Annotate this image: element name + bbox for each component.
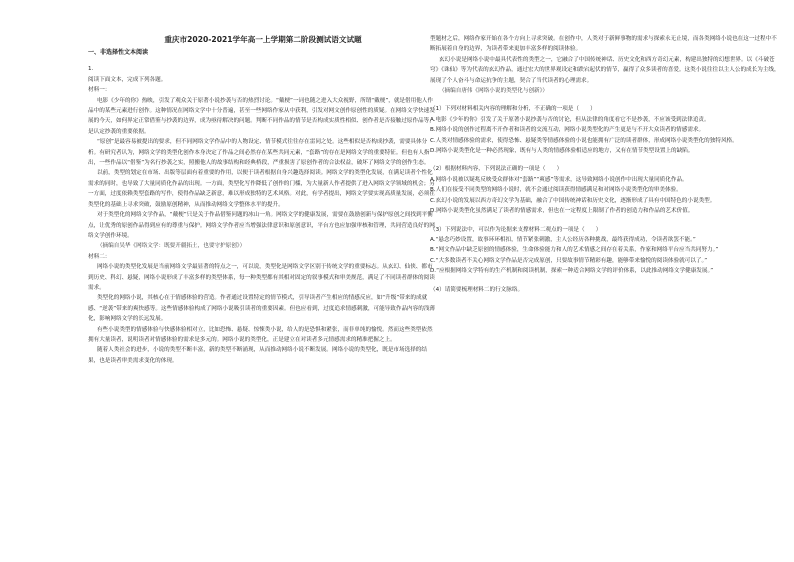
question-1-option-b: B.网络小说的创作过程离不开作者和读者的交流互动，网络小说类型化的产生更是与不开大众读者的情感需求。	[430, 127, 705, 134]
material1-source: （摘编自吴华《网络文学：既要开疆拓土，也要守护原创》）	[96, 243, 246, 250]
question-3: （3）下列说法中，可以作为论据来支撑材料二观点的一项是（ ）	[430, 226, 602, 233]
instruction-text: 阅读下面文本，完成下列各题。	[88, 76, 167, 83]
question-3-option-c: C.“大多数读者不关心网络文学作品是否完成原创，只要故事情节精彩有趣，能够带来愉悦的阅读体验就可以了。”	[430, 257, 708, 264]
material2-paragraph-3: 有些小说类型的情感体验与快感体验相对立，比如恐怖、悬疑、惊悚类小说，给人的是恐惧和紧张，而非单纯的愉悦。然而这些类型依然拥有大量读者，说明读者对情感体验的需求是多元的。网络小说的类型化，正是建立在对读者多元情感需求的精准把握之上。	[88, 326, 433, 343]
material1-paragraph-1: 电影《少年的你》热映，引发了观众关于原著小说抄袭与否的热烈讨论。“戴梗”一词也随之进入大众视野，所谓“戴梗”，就是借用他人作品中的某些元素进行创作。这种情况在网络文学中十分普遍，甚至一些网络作家从中获利，引发对网文创作原创性的质疑。在网络文学快速发展的今天，如何界定正常借鉴与抄袭的边界，成为亟待解决的问题。判断不同作品的情节是否构成实质性相似、创作者是否接触过原作品等，是认定抄袭的重要依据。	[88, 97, 435, 135]
question-1-option-a: A.电影《少年的你》引发了关于原著小说抄袭与否的讨论，但从法律的角度看它不是抄袭，不应该受到法律追责。	[430, 116, 710, 123]
left-column	[88, 34, 438, 366]
question-number: 1.	[88, 66, 94, 73]
question-2-option-d: D.网络小说类型化虽然满足了读者的情感需求，但也在一定程度上限制了作者的创造力和作品的艺术价值。	[430, 208, 694, 215]
material1-paragraph-2: “原创”是最容易被提出的要求，但不同网络文学作品中的人物设定、情节模式往往存在雷同之处。这些相似是否构成抄袭，需要具体分析。有研究者认为，网络文学的类型化创作本身决定了作品之间必然存在某些共同元素，“套路”的存在是网络文学的重要特征。但也有人指出，一些作品以“借鉴”为名行抄袭之实，照搬他人的故事结构和经典桥段，严重损害了原创作者的合法权益，破坏了网络文学的创作生态。	[88, 139, 430, 167]
material2-paragraph-4: 随着人类社会的进步，小说的类型不断丰富，新的类型不断涌现，从而推动网络小说不断发展。网络小说的类型化，既是市场选择的结果，也是读者审美需求变化的体现。	[88, 347, 427, 364]
material2-paragraph-2: 类型化的网络小说，其核心在于情感体验的营造。作者通过设置特定的情节模式，引导读者产生相应的情感反应，如“升级”带来的成就感、“逆袭”带来的爽快感等。这些情感体验构成了网络小说吸引读者的重要因素。但也应看到，过度追求情感刺激，可能导致作品内容的浅薄化，影响网络文学的长远发展。	[88, 295, 436, 323]
question-2: （2）根据材料内容，下列说法正确的一项是（ ）	[430, 166, 563, 173]
page-title: 重庆市2020-2021学年高一上学期第二阶段测试语文试题	[164, 35, 362, 44]
question-1-option-c: C.人类对情感体验的需求，使得恐怖、悬疑类等情感体验的小说也能拥有广泛的读者群体，形成网络小说类型化的独特风格。	[430, 137, 738, 144]
question-1-option-d: D.网络小说类型化是一种必然现象，既有与人类的情感体验相适应的地方，又有在情节类型设置上的缺陷。	[430, 148, 694, 155]
section-heading: 一、非选择性文本阅读	[88, 49, 149, 56]
material1-paragraph-3: 以前，类型的划定在市场、出版等层面有着重要的作用，以便于读者根据自身兴趣选择阅读。网络文学的类型化发展，在满足读者个性化需求的同时，也导致了大量同质化作品的出现。一方面，类型化写作降低了创作的门槛，为大量新人作者提供了进入网络文学领域的机会；另一方面，过度依赖类型套路的写作，使得作品缺乏新意，难以形成独特的艺术风格。对此，有学者提出，网络文学要实现高质量发展，必须在类型化的基础上寻求突破，鼓励原创精神，从而推动网络文学整体水平的提升。	[88, 170, 435, 208]
material1-paragraph-4: 对于类型化的网络文学作品，“戴梗”只是关于作品借鉴问题的冰山一角。网络文学的健康发展，需要在鼓励创新与保护原创之间找到平衡点，让优秀的原创作品得到应有的尊重与保护。网络文学作者应当增强法律意识和原创意识，平台方也应加强审核和管理，共同营造良好的网络文学创作环境。	[88, 212, 435, 239]
question-2-option-b: B.人们在接受不同类型的网络小说时，就不会通过阅读获得情感满足和对网络小说类型化的审美体验。	[430, 187, 682, 194]
material2-source: （摘编自唐伟《网络小说的类型化与创新》）	[438, 88, 549, 95]
question-1: （1）下列对材料相关内容的理解和分析，不正确的一项是（ ）	[430, 106, 596, 113]
material1-label: 材料一：	[88, 87, 111, 94]
question-3-option-a: A.“悬念巧妙设置，故事环环相扣，情节紧张刺激，主人公经历各种挑战，最终获得成功，令读者欲罢不能。”	[430, 236, 696, 243]
question-4: （4）请简要梳理材料二的行文脉络。	[430, 286, 524, 293]
material2-paragraph-1: 网络小说的类型化发展是当前网络文学最显著的特点之一，可以说，类型化是网络文学区别于传统文学的重要标志。从玄幻、仙侠、都市到历史、科幻、悬疑，网络小说形成了丰富多样的类型体系，每一种类型都有其相对固定的叙事模式和审美规范，满足了不同读者群体的阅读需求。	[88, 264, 435, 291]
right-column	[430, 34, 780, 295]
question-2-option-c: C.玄幻小说的发展以西方奇幻文学为基础，融合了中国传统神话和历史文化，逐渐形成了具有中国特色的小说类型。	[430, 197, 716, 204]
material2-continued-2: 玄幻小说是网络小说中最具代表性的类型之一，它融合了中国传统神话、历史文化和西方奇幻元素，构建出独特的幻想世界。以《斗破苍穹》《诛仙》等为代表的玄幻作品，通过宏大的世界观设定和跌宕起伏的情节，赢得了众多读者的喜爱。这类小说往往以主人公的成长为主线，展现了个人奋斗与命运抗争的主题，契合了当代读者的心理需求。	[430, 56, 780, 84]
question-3-option-b: B.“网文作品中缺乏原创的情感体验，生命体验能力和人的艺术情感之间存在着关系，作家和网络平台应当共同努力。”	[430, 247, 719, 254]
material2-label: 材料二：	[88, 253, 111, 260]
question-2-option-a: A.网络小说被以疑兆反映受众群体对“套路”“爽感”等需求，这导致网络小说创作中出现大量同质化作品。	[430, 176, 688, 183]
material2-continued-1: 型题材之后，网络作家开始在各个方向上寻求突破。在创作中，人类对于新鲜事物的需求与探索永无止境，而各类网络小说也在这一过程中不断拓展着自身的边界，为读者带来更加丰富多样的阅读体验。	[430, 36, 777, 53]
question-3-option-d: D.“应根据网络文学特有的生产机制和阅读机制，探索一种适合网络文学的评价体系，以此推动网络文学健康发展。”	[430, 268, 714, 275]
